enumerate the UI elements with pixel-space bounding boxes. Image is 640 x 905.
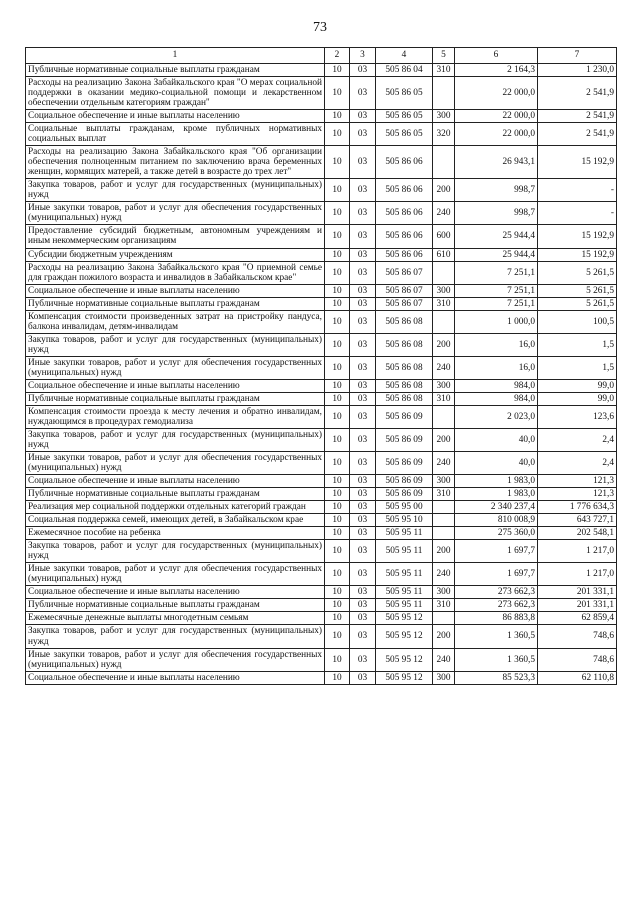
table-row	[26, 625, 617, 648]
expense-type-code: 310	[433, 392, 455, 405]
executed-amount: 5 261,5	[538, 284, 617, 297]
item-name: Социальные выплаты гражданам, кроме публичных нормативных социальных выплат	[26, 123, 325, 146]
target-article-code: 505 86 08	[376, 392, 433, 405]
planned-amount: 2 164,3	[455, 64, 538, 77]
subsection-code: 03	[350, 488, 376, 501]
expense-type-code: 200	[433, 625, 455, 648]
expense-type-code: 300	[433, 586, 455, 599]
executed-amount: 643 727,1	[538, 514, 617, 527]
subsection-code: 03	[350, 527, 376, 540]
table-row	[26, 284, 617, 297]
item-name: Иные закупки товаров, работ и услуг для обеспечения государственных (муниципальных) нужд	[26, 648, 325, 671]
subsection-code: 03	[350, 612, 376, 625]
section-code: 10	[325, 475, 350, 488]
target-article-code: 505 86 06	[376, 146, 433, 179]
target-article-code: 505 86 07	[376, 297, 433, 310]
subsection-code: 03	[350, 379, 376, 392]
executed-amount: 2,4	[538, 452, 617, 475]
section-code: 10	[325, 586, 350, 599]
table-row	[26, 540, 617, 563]
target-article-code: 505 86 07	[376, 284, 433, 297]
table-body	[26, 64, 617, 685]
executed-amount: 201 331,1	[538, 599, 617, 612]
section-code: 10	[325, 110, 350, 123]
subsection-code: 03	[350, 333, 376, 356]
table-row	[26, 248, 617, 261]
target-article-code: 505 86 06	[376, 202, 433, 225]
target-article-code: 505 86 06	[376, 179, 433, 202]
item-name: Закупка товаров, работ и услуг для государственных (муниципальных) нужд	[26, 179, 325, 202]
expense-type-code: 310	[433, 64, 455, 77]
subsection-code: 03	[350, 648, 376, 671]
table-row	[26, 379, 617, 392]
subsection-code: 03	[350, 671, 376, 684]
expense-type-code	[433, 612, 455, 625]
target-article-code: 505 86 09	[376, 475, 433, 488]
expense-type-code	[433, 77, 455, 110]
executed-amount: 121,3	[538, 475, 617, 488]
planned-amount: 16,0	[455, 356, 538, 379]
header-col-3: 3	[350, 48, 376, 64]
expense-type-code	[433, 146, 455, 179]
target-article-code: 505 95 11	[376, 527, 433, 540]
target-article-code: 505 95 11	[376, 540, 433, 563]
expense-type-code: 310	[433, 488, 455, 501]
subsection-code: 03	[350, 248, 376, 261]
expense-type-code: 610	[433, 248, 455, 261]
expense-type-code: 240	[433, 563, 455, 586]
section-code: 10	[325, 488, 350, 501]
executed-amount: 15 192,9	[538, 248, 617, 261]
target-article-code: 505 86 06	[376, 225, 433, 248]
section-code: 10	[325, 248, 350, 261]
table-row	[26, 202, 617, 225]
item-name: Закупка товаров, работ и услуг для государственных (муниципальных) нужд	[26, 333, 325, 356]
table-row	[26, 77, 617, 110]
planned-amount: 2 023,0	[455, 405, 538, 428]
header-col-4: 4	[376, 48, 433, 64]
subsection-code: 03	[350, 297, 376, 310]
table-row	[26, 310, 617, 333]
header-col-1: 1	[26, 48, 325, 64]
expense-type-code	[433, 514, 455, 527]
planned-amount: 22 000,0	[455, 110, 538, 123]
expense-type-code: 200	[433, 428, 455, 451]
table-row	[26, 333, 617, 356]
table-row	[26, 64, 617, 77]
item-name: Закупка товаров, работ и услуг для государственных (муниципальных) нужд	[26, 540, 325, 563]
expense-type-code: 320	[433, 123, 455, 146]
table-row	[26, 110, 617, 123]
item-name: Иные закупки товаров, работ и услуг для обеспечения государственных (муниципальных) нужд	[26, 202, 325, 225]
item-name: Социальное обеспечение и иные выплаты населению	[26, 475, 325, 488]
expense-type-code: 300	[433, 379, 455, 392]
subsection-code: 03	[350, 310, 376, 333]
subsection-code: 03	[350, 179, 376, 202]
table-row	[26, 405, 617, 428]
executed-amount: 15 192,9	[538, 225, 617, 248]
item-name: Ежемесячные денежные выплаты многодетным семьям	[26, 612, 325, 625]
item-name: Ежемесячное пособие на ребенка	[26, 527, 325, 540]
header-col-7: 7	[538, 48, 617, 64]
section-code: 10	[325, 625, 350, 648]
expense-type-code: 600	[433, 225, 455, 248]
table-row	[26, 392, 617, 405]
target-article-code: 505 86 08	[376, 379, 433, 392]
table-row	[26, 488, 617, 501]
expense-type-code: 200	[433, 333, 455, 356]
target-article-code: 505 86 08	[376, 333, 433, 356]
section-code: 10	[325, 202, 350, 225]
item-name: Социальное обеспечение и иные выплаты населению	[26, 284, 325, 297]
section-code: 10	[325, 356, 350, 379]
table-header	[26, 48, 617, 64]
item-name: Публичные нормативные социальные выплаты гражданам	[26, 392, 325, 405]
executed-amount: 62 110,8	[538, 671, 617, 684]
table-row	[26, 475, 617, 488]
item-name: Расходы на реализацию Закона Забайкальского края "Об организации обеспечения полноценным питанием по заключению врача беременных женщин, кормящих матерей, а также детей в возрасте до трех лет"	[26, 146, 325, 179]
executed-amount: 748,6	[538, 648, 617, 671]
subsection-code: 03	[350, 225, 376, 248]
item-name: Компенсация стоимости произведенных затрат на пристройку пандуса, балкона инвалидам, детям-инвалидам	[26, 310, 325, 333]
section-code: 10	[325, 392, 350, 405]
item-name: Публичные нормативные социальные выплаты гражданам	[26, 599, 325, 612]
planned-amount: 998,7	[455, 179, 538, 202]
item-name: Предоставление субсидий бюджетным, автономным учреждениям и иным некоммерческим организациям	[26, 225, 325, 248]
planned-amount: 16,0	[455, 333, 538, 356]
section-code: 10	[325, 501, 350, 514]
executed-amount: 2 541,9	[538, 123, 617, 146]
expense-type-code: 310	[433, 297, 455, 310]
table-row	[26, 586, 617, 599]
item-name: Иные закупки товаров, работ и услуг для обеспечения государственных (муниципальных) нужд	[26, 452, 325, 475]
executed-amount: 1 230,0	[538, 64, 617, 77]
target-article-code: 505 86 04	[376, 64, 433, 77]
section-code: 10	[325, 297, 350, 310]
expense-type-code: 240	[433, 648, 455, 671]
executed-amount: 62 859,4	[538, 612, 617, 625]
executed-amount: 5 261,5	[538, 297, 617, 310]
target-article-code: 505 95 10	[376, 514, 433, 527]
planned-amount: 273 662,3	[455, 599, 538, 612]
target-article-code: 505 86 08	[376, 310, 433, 333]
expense-type-code: 310	[433, 599, 455, 612]
table-row	[26, 648, 617, 671]
target-article-code: 505 86 09	[376, 428, 433, 451]
section-code: 10	[325, 540, 350, 563]
subsection-code: 03	[350, 563, 376, 586]
executed-amount: 2 541,9	[538, 77, 617, 110]
subsection-code: 03	[350, 77, 376, 110]
section-code: 10	[325, 599, 350, 612]
executed-amount: 99,0	[538, 392, 617, 405]
section-code: 10	[325, 514, 350, 527]
expense-type-code: 200	[433, 540, 455, 563]
section-code: 10	[325, 146, 350, 179]
table-row	[26, 428, 617, 451]
item-name: Закупка товаров, работ и услуг для государственных (муниципальных) нужд	[26, 428, 325, 451]
item-name: Иные закупки товаров, работ и услуг для обеспечения государственных (муниципальных) нужд	[26, 356, 325, 379]
target-article-code: 505 95 00	[376, 501, 433, 514]
page-number: 73	[313, 20, 327, 35]
table-row	[26, 452, 617, 475]
planned-amount: 1 360,5	[455, 625, 538, 648]
section-code: 10	[325, 648, 350, 671]
expense-type-code	[433, 310, 455, 333]
expense-type-code	[433, 527, 455, 540]
section-code: 10	[325, 261, 350, 284]
planned-amount: 1 360,5	[455, 648, 538, 671]
subsection-code: 03	[350, 428, 376, 451]
planned-amount: 25 944,4	[455, 225, 538, 248]
table-row	[26, 599, 617, 612]
item-name: Расходы на реализацию Закона Забайкальского края "О мерах социальной поддержки в оказании медико-социальной помощи и лекарственном обеспечении отдельным категориям граждан"	[26, 77, 325, 110]
section-code: 10	[325, 123, 350, 146]
header-col-6: 6	[455, 48, 538, 64]
subsection-code: 03	[350, 540, 376, 563]
planned-amount: 7 251,1	[455, 261, 538, 284]
table-row	[26, 527, 617, 540]
item-name: Социальное обеспечение и иные выплаты населению	[26, 379, 325, 392]
executed-amount: 202 548,1	[538, 527, 617, 540]
planned-amount: 810 008,9	[455, 514, 538, 527]
executed-amount: 1,5	[538, 356, 617, 379]
expense-type-code	[433, 501, 455, 514]
target-article-code: 505 86 09	[376, 452, 433, 475]
table-row	[26, 612, 617, 625]
planned-amount: 40,0	[455, 452, 538, 475]
executed-amount: 1 217,0	[538, 540, 617, 563]
target-article-code: 505 86 07	[376, 261, 433, 284]
header-col-5: 5	[433, 48, 455, 64]
subsection-code: 03	[350, 501, 376, 514]
table-row	[26, 123, 617, 146]
subsection-code: 03	[350, 64, 376, 77]
target-article-code: 505 95 12	[376, 648, 433, 671]
planned-amount: 26 943,1	[455, 146, 538, 179]
item-name: Социальное обеспечение и иные выплаты населению	[26, 671, 325, 684]
target-article-code: 505 86 05	[376, 110, 433, 123]
section-code: 10	[325, 179, 350, 202]
target-article-code: 505 86 09	[376, 488, 433, 501]
subsection-code: 03	[350, 475, 376, 488]
planned-amount: 1 000,0	[455, 310, 538, 333]
item-name: Публичные нормативные социальные выплаты гражданам	[26, 297, 325, 310]
expense-type-code	[433, 405, 455, 428]
executed-amount: 2,4	[538, 428, 617, 451]
target-article-code: 505 95 11	[376, 599, 433, 612]
table-row	[26, 179, 617, 202]
table-row	[26, 261, 617, 284]
table-row	[26, 501, 617, 514]
subsection-code: 03	[350, 146, 376, 179]
subsection-code: 03	[350, 202, 376, 225]
item-name: Субсидии бюджетным учреждениям	[26, 248, 325, 261]
planned-amount: 1 697,7	[455, 563, 538, 586]
executed-amount: 123,6	[538, 405, 617, 428]
section-code: 10	[325, 612, 350, 625]
subsection-code: 03	[350, 405, 376, 428]
header-col-2: 2	[325, 48, 350, 64]
subsection-code: 03	[350, 123, 376, 146]
table-row	[26, 146, 617, 179]
section-code: 10	[325, 64, 350, 77]
target-article-code: 505 95 12	[376, 625, 433, 648]
subsection-code: 03	[350, 284, 376, 297]
planned-amount: 275 360,0	[455, 527, 538, 540]
budget-table	[25, 47, 617, 685]
subsection-code: 03	[350, 625, 376, 648]
section-code: 10	[325, 310, 350, 333]
section-code: 10	[325, 225, 350, 248]
target-article-code: 505 86 05	[376, 77, 433, 110]
subsection-code: 03	[350, 599, 376, 612]
section-code: 10	[325, 563, 350, 586]
planned-amount: 984,0	[455, 379, 538, 392]
target-article-code: 505 86 06	[376, 248, 433, 261]
section-code: 10	[325, 333, 350, 356]
executed-amount: 2 541,9	[538, 110, 617, 123]
subsection-code: 03	[350, 110, 376, 123]
planned-amount: 85 523,3	[455, 671, 538, 684]
section-code: 10	[325, 379, 350, 392]
executed-amount: -	[538, 179, 617, 202]
item-name: Иные закупки товаров, работ и услуг для обеспечения государственных (муниципальных) нужд	[26, 563, 325, 586]
item-name: Реализация мер социальной поддержки отдельных категорий граждан	[26, 501, 325, 514]
expense-type-code: 240	[433, 452, 455, 475]
planned-amount: 1 983,0	[455, 488, 538, 501]
planned-amount: 7 251,1	[455, 297, 538, 310]
target-article-code: 505 86 09	[376, 405, 433, 428]
expense-type-code: 300	[433, 671, 455, 684]
planned-amount: 7 251,1	[455, 284, 538, 297]
section-code: 10	[325, 452, 350, 475]
subsection-code: 03	[350, 392, 376, 405]
executed-amount: 1 776 634,3	[538, 501, 617, 514]
subsection-code: 03	[350, 586, 376, 599]
item-name: Расходы на реализацию Закона Забайкальского края "О приемной семье для граждан пожилого возраста и инвалидов в Забайкальском крае"	[26, 261, 325, 284]
expense-type-code: 240	[433, 356, 455, 379]
section-code: 10	[325, 405, 350, 428]
executed-amount: 201 331,1	[538, 586, 617, 599]
expense-type-code: 200	[433, 179, 455, 202]
subsection-code: 03	[350, 452, 376, 475]
expense-type-code: 300	[433, 475, 455, 488]
executed-amount: 121,3	[538, 488, 617, 501]
table-row	[26, 563, 617, 586]
target-article-code: 505 95 12	[376, 612, 433, 625]
subsection-code: 03	[350, 514, 376, 527]
expense-type-code: 300	[433, 110, 455, 123]
table-row	[26, 514, 617, 527]
item-name: Публичные нормативные социальные выплаты гражданам	[26, 64, 325, 77]
executed-amount: 99,0	[538, 379, 617, 392]
item-name: Закупка товаров, работ и услуг для государственных (муниципальных) нужд	[26, 625, 325, 648]
planned-amount: 2 340 237,4	[455, 501, 538, 514]
table-row	[26, 297, 617, 310]
target-article-code: 505 86 08	[376, 356, 433, 379]
planned-amount: 1 697,7	[455, 540, 538, 563]
section-code: 10	[325, 527, 350, 540]
expense-type-code: 300	[433, 284, 455, 297]
executed-amount: -	[538, 202, 617, 225]
planned-amount: 1 983,0	[455, 475, 538, 488]
header-row	[26, 48, 617, 64]
planned-amount: 86 883,8	[455, 612, 538, 625]
executed-amount: 1,5	[538, 333, 617, 356]
table-row	[26, 225, 617, 248]
executed-amount: 748,6	[538, 625, 617, 648]
planned-amount: 22 000,0	[455, 123, 538, 146]
executed-amount: 1 217,0	[538, 563, 617, 586]
subsection-code: 03	[350, 261, 376, 284]
expense-type-code: 240	[433, 202, 455, 225]
section-code: 10	[325, 671, 350, 684]
executed-amount: 100,5	[538, 310, 617, 333]
executed-amount: 15 192,9	[538, 146, 617, 179]
target-article-code: 505 86 05	[376, 123, 433, 146]
planned-amount: 25 944,4	[455, 248, 538, 261]
target-article-code: 505 95 12	[376, 671, 433, 684]
item-name: Компенсация стоимости проезда к месту лечения и обратно инвалидам, нуждающимся в процедурах гемодиализа	[26, 405, 325, 428]
subsection-code: 03	[350, 356, 376, 379]
section-code: 10	[325, 284, 350, 297]
section-code: 10	[325, 428, 350, 451]
target-article-code: 505 95 11	[376, 563, 433, 586]
planned-amount: 998,7	[455, 202, 538, 225]
planned-amount: 984,0	[455, 392, 538, 405]
expense-type-code	[433, 261, 455, 284]
table-row	[26, 356, 617, 379]
item-name: Социальное обеспечение и иные выплаты населению	[26, 586, 325, 599]
item-name: Социальная поддержка семей, имеющих детей, в Забайкальском крае	[26, 514, 325, 527]
planned-amount: 40,0	[455, 428, 538, 451]
item-name: Публичные нормативные социальные выплаты гражданам	[26, 488, 325, 501]
section-code: 10	[325, 77, 350, 110]
planned-amount: 22 000,0	[455, 77, 538, 110]
planned-amount: 273 662,3	[455, 586, 538, 599]
executed-amount: 5 261,5	[538, 261, 617, 284]
item-name: Социальное обеспечение и иные выплаты населению	[26, 110, 325, 123]
table-row	[26, 671, 617, 684]
target-article-code: 505 95 11	[376, 586, 433, 599]
